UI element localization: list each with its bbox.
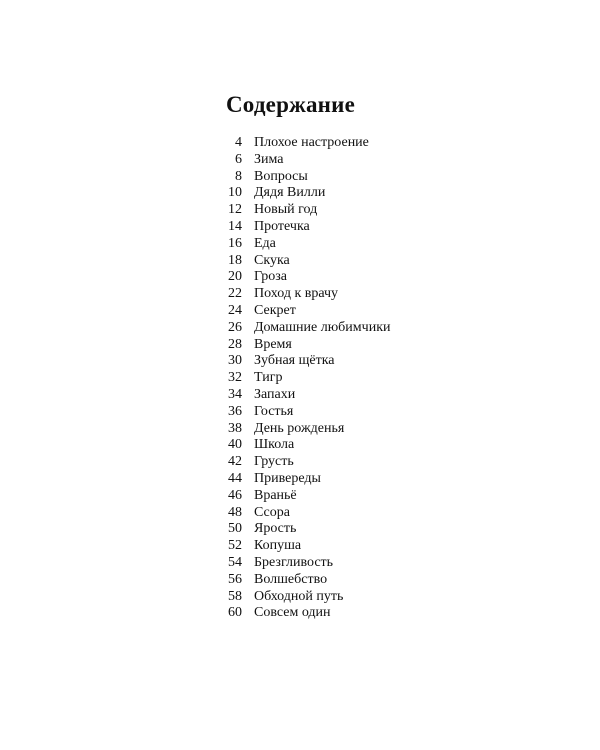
toc-entry	[212, 572, 391, 589]
toc-entry	[212, 135, 391, 152]
toc-page-number: 30	[228, 353, 242, 369]
toc-page-number: 12	[228, 202, 242, 218]
toc-page-number: 10	[228, 185, 242, 201]
toc-chapter-title: Волшебство	[254, 571, 328, 587]
toc-entry	[212, 605, 391, 622]
toc-entry	[212, 437, 391, 454]
toc-page-number: 14	[228, 218, 242, 234]
toc-page-number: 28	[228, 336, 242, 352]
toc-page-number: 20	[228, 269, 242, 285]
toc-chapter-title: Ярость	[254, 521, 297, 537]
toc-page-number: 48	[228, 504, 242, 520]
toc-chapter-title: Обходной путь	[254, 588, 344, 604]
toc-chapter-title: День рожденья	[254, 420, 345, 436]
toc-page-number: 22	[228, 286, 242, 302]
toc-entry	[212, 269, 391, 286]
toc-entry	[212, 387, 391, 404]
toc-page-number: 52	[228, 538, 242, 554]
toc-chapter-title: Ссора	[254, 504, 290, 520]
toc-chapter-title: Враньё	[254, 487, 297, 503]
toc-entry	[212, 370, 391, 387]
toc-entry	[212, 185, 391, 202]
toc-entry	[212, 421, 391, 438]
toc-page-number: 50	[228, 521, 242, 537]
toc-page-number: 4	[235, 135, 242, 150]
toc-entry	[212, 488, 391, 505]
toc-chapter-title: Секрет	[254, 302, 296, 318]
toc-chapter-title: Новый год	[254, 202, 318, 218]
toc-entry	[212, 353, 391, 370]
toc-entry	[212, 521, 391, 538]
toc-chapter-title: Совсем один	[254, 605, 331, 621]
toc-chapter-title: Запахи	[254, 386, 296, 402]
toc-page-number: 16	[228, 235, 242, 251]
toc-chapter-title: Еда	[254, 235, 276, 251]
toc-page-number: 36	[228, 403, 242, 419]
toc-entry	[212, 303, 391, 320]
toc-entry	[212, 555, 391, 572]
toc-chapter-title: Дядя Вилли	[254, 185, 326, 201]
toc-chapter-title: Скука	[254, 252, 290, 268]
toc-list	[212, 135, 391, 622]
toc-page-number: 54	[228, 554, 242, 570]
toc-chapter-title: Плохое настроение	[254, 135, 369, 150]
toc-chapter-title: Гроза	[254, 269, 287, 285]
toc-entry	[212, 152, 391, 169]
toc-chapter-title: Зима	[254, 151, 284, 167]
toc-page-number: 58	[228, 588, 242, 604]
toc-page-number: 60	[228, 605, 242, 621]
toc-entry	[212, 538, 391, 555]
toc-entry	[212, 337, 391, 354]
toc-entry	[212, 253, 391, 270]
toc-chapter-title: Время	[254, 336, 292, 352]
toc-chapter-title: Грусть	[254, 454, 294, 470]
toc-page-number: 18	[228, 252, 242, 268]
toc-chapter-title: Тигр	[254, 370, 283, 386]
toc-page-number: 56	[228, 571, 242, 587]
toc-chapter-title: Гостья	[254, 403, 294, 419]
toc-chapter-title: Протечка	[254, 218, 310, 234]
toc-entry	[212, 505, 391, 522]
toc-entry	[212, 320, 391, 337]
toc-page-number: 24	[228, 302, 242, 318]
toc-chapter-title: Брезгливость	[254, 554, 334, 570]
toc-chapter-title: Поход к врачу	[254, 286, 339, 302]
toc-entry	[212, 169, 391, 186]
toc-page-number: 6	[235, 151, 242, 167]
toc-page-number: 44	[228, 470, 242, 486]
toc-entry	[212, 219, 391, 236]
toc-page-number: 46	[228, 487, 242, 503]
toc-page-number: 26	[228, 319, 242, 335]
toc-entry	[212, 454, 391, 471]
toc-heading: Содержание	[226, 92, 355, 117]
toc-page-number: 8	[235, 168, 242, 184]
toc-entry	[212, 202, 391, 219]
toc-page-number: 40	[228, 437, 242, 453]
toc-entry	[212, 589, 391, 606]
toc-page-number: 42	[228, 454, 242, 470]
toc-entry	[212, 236, 391, 253]
toc-chapter-title: Школа	[254, 437, 295, 453]
toc-entry	[212, 404, 391, 421]
toc-page-number: 32	[228, 370, 242, 386]
toc-chapter-title: Зубная щётка	[254, 353, 335, 369]
toc-entry	[212, 471, 391, 488]
toc-entry	[212, 286, 391, 303]
toc-chapter-title: Домашние любимчики	[254, 319, 391, 335]
toc-chapter-title: Копуша	[254, 538, 302, 554]
toc-page-number: 34	[228, 386, 242, 402]
toc-chapter-title: Вопросы	[254, 168, 308, 184]
toc-page-number: 38	[228, 420, 242, 436]
toc-chapter-title: Привереды	[254, 470, 321, 486]
